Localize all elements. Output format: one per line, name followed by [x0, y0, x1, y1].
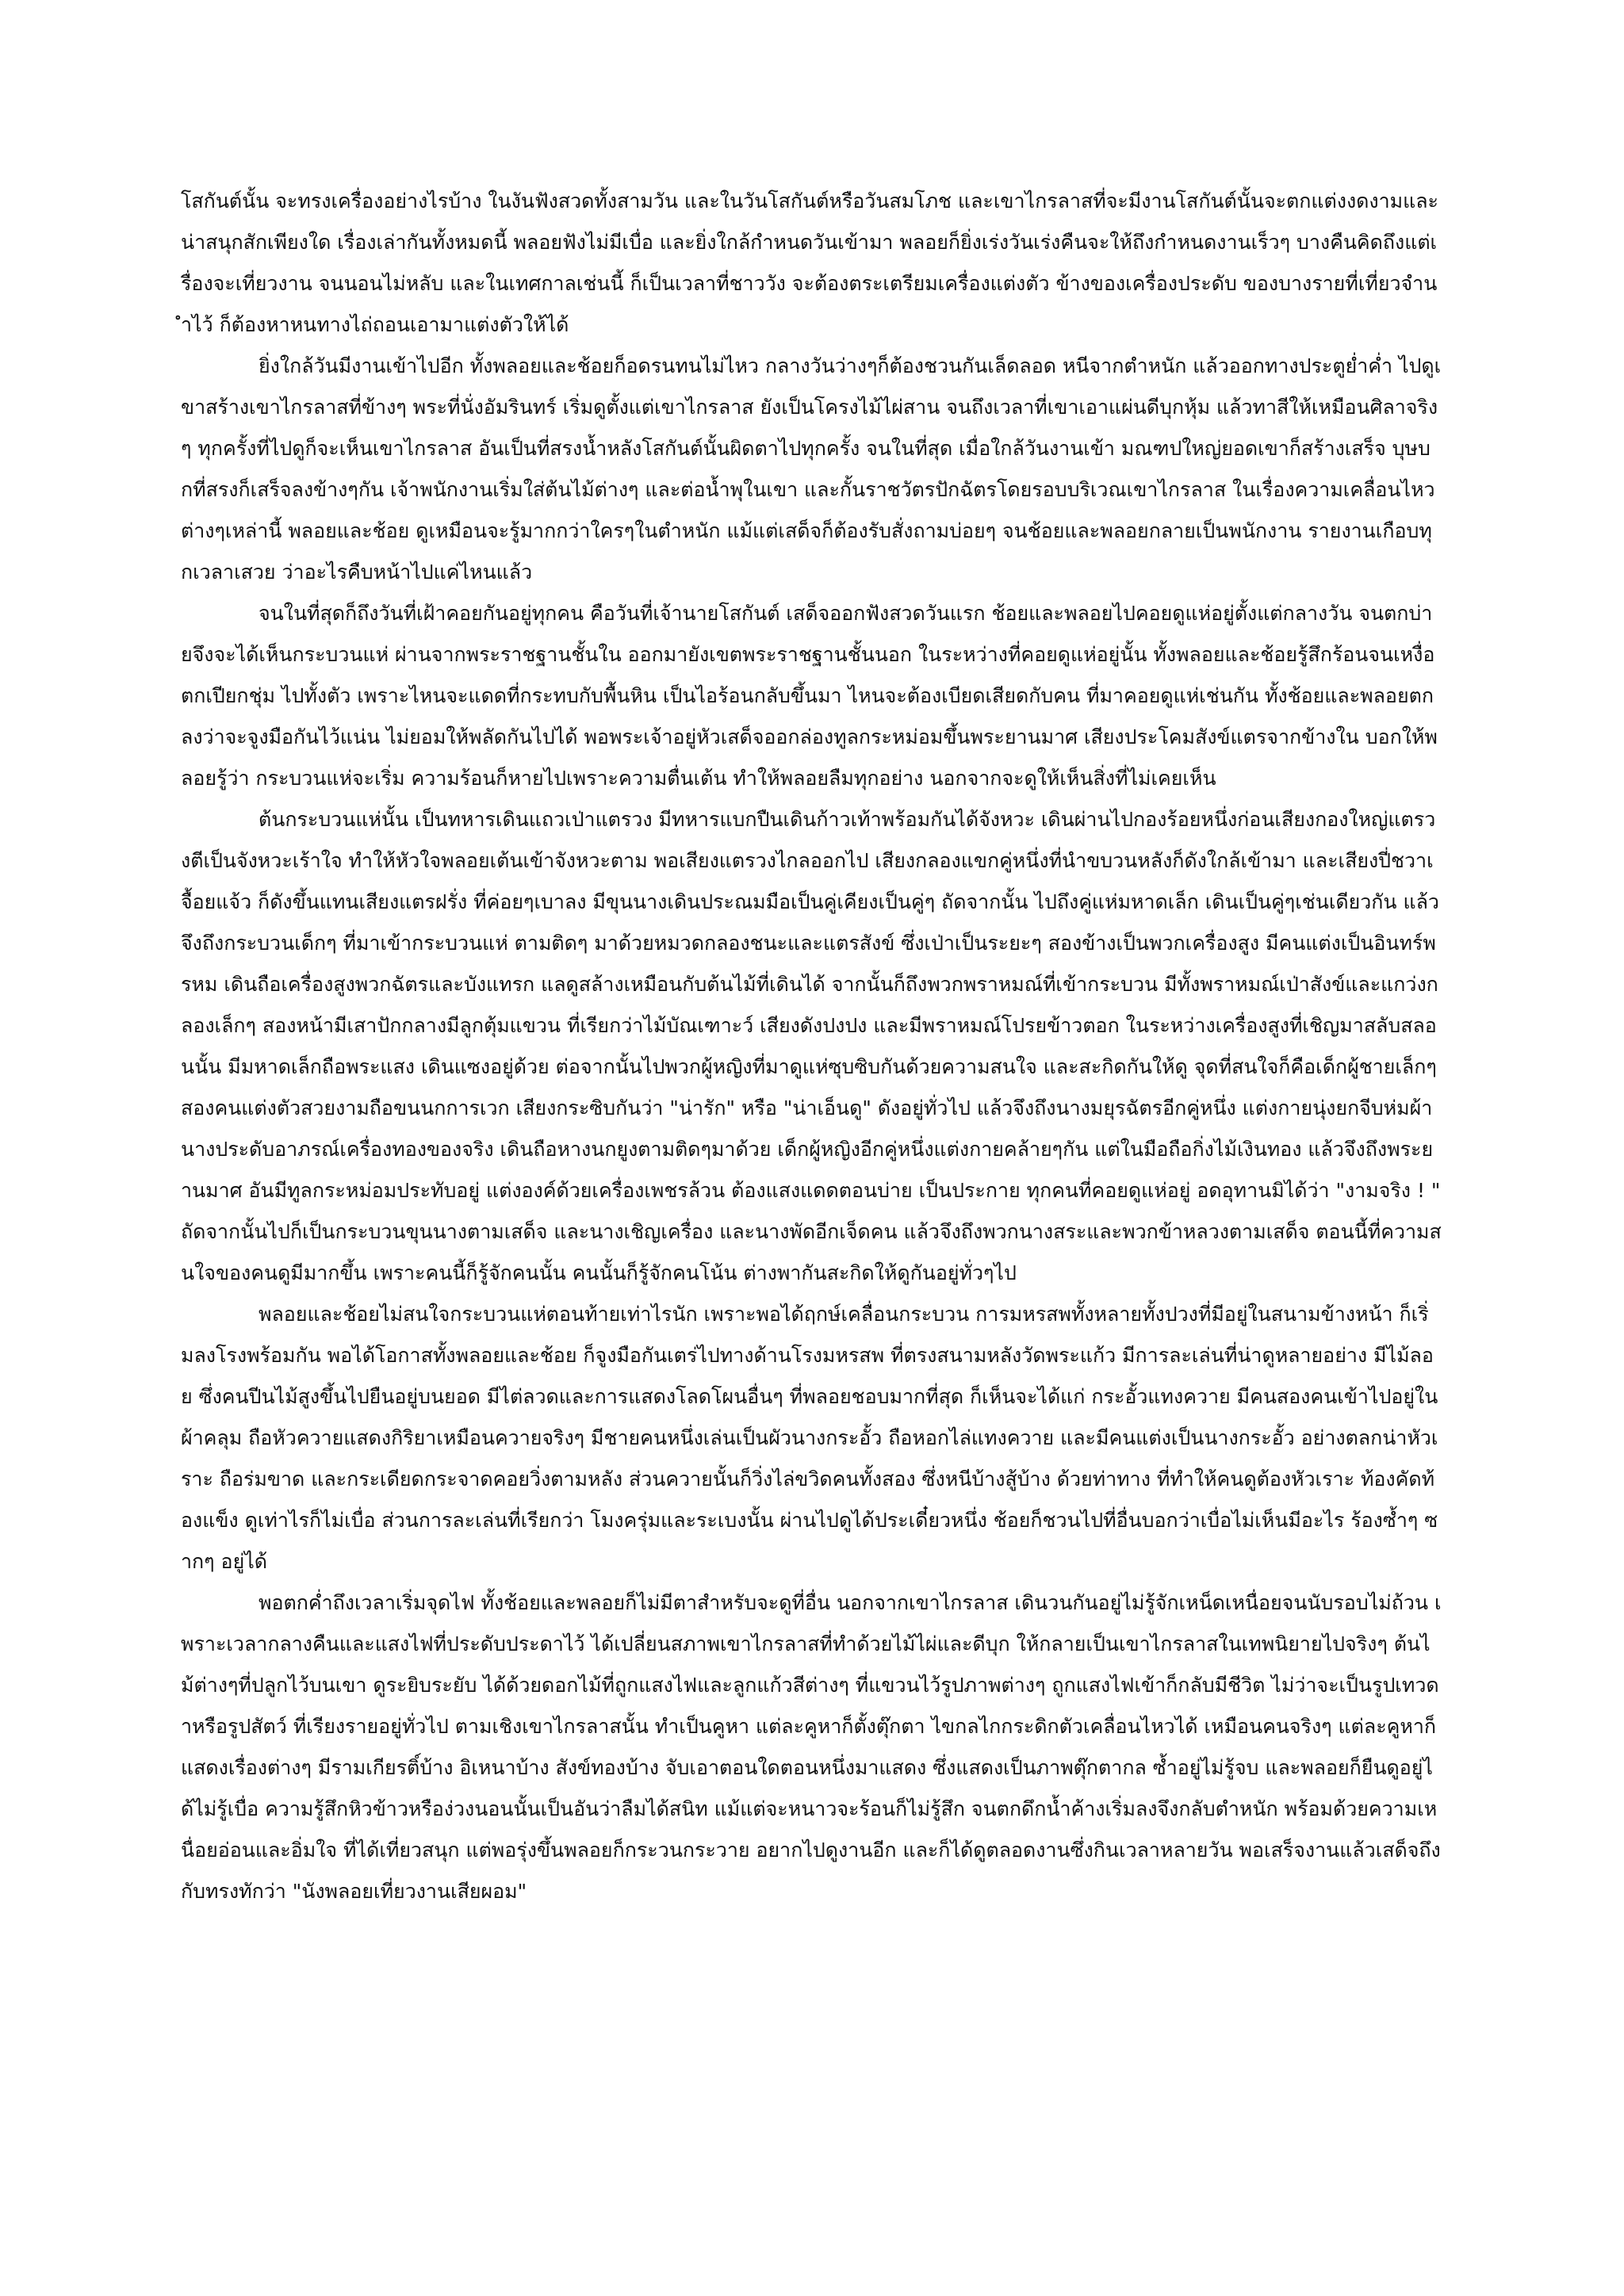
body-text: [181, 181, 1442, 1912]
paragraph-2: ยิ่งใกล้วันมีงานเข้าไปอีก ทั้งพลอยและช้อยก็อดรนทนไม่ไหว กลางวันว่างๆก็ต้องชวนกันเล็ดลอด หนีจากตำหนัก แล้วออกทางประตูย่ำค่ำ ไปดูเขาสร้างเขาไกรลาสที่ข้างๆ พระที่นั่งอัมรินทร์ เริ่มดูตั้งแต่เขาไกรลาส ยังเป็นโครงไม้ไผ่สาน จนถึงเวลาที่เขาเอาแผ่นดีบุกหุ้ม แล้วทาสีให้เหมือนศิลาจริงๆ ทุกครั้งที่ไปดูก็จะเห็นเขาไกรลาส อันเป็นที่สรงน้ำหลังโสกันต์นั้นผิดตาไปทุกครั้ง จนในที่สุด เมื่อใกล้วันงานเข้า มณฑปใหญ่ยอดเขาก็สร้างเสร็จ บุษบกที่สรงก็เสร็จลงข้างๆกัน เจ้าพนักงานเริ่มใส่ต้นไม้ต่างๆ และต่อน้ำพุในเขา และกั้นราชวัตรปักฉัตรโดยรอบบริเวณเขาไกรลาส ในเรื่องความเคลื่อนไหวต่างๆเหล่านี้ พลอยและช้อย ดูเหมือนจะรู้มากกว่าใครๆในตำหนัก แม้แต่เสด็จก็ต้องรับสั่งถามบ่อยๆ จนช้อยและพลอยกลายเป็นพนักงาน รายงานเกือบทุกเวลาเสวย ว่าอะไรคืบหน้าไปแค่ไหนแล้ว: [181, 354, 1442, 584]
paragraph-5: พลอยและช้อยไม่สนใจกระบวนแห่ตอนท้ายเท่าไรนัก เพราะพอได้ฤกษ์เคลื่อนกระบวน การมหรสพทั้งหลายทั้งปวงที่มีอยู่ในสนามข้างหน้า ก็เริ่มลงโรงพร้อมกัน พอได้โอกาสทั้งพลอยและช้อย ก็จูงมือกันเตร่ไปทางด้านโรงมหรสพ ที่ตรงสนามหลังวัดพระแก้ว มีการละเล่นที่น่าดูหลายอย่าง มีไม้ลอย ซึ่งคนปีนไม้สูงขึ้นไปยืนอยู่บนยอด มีไต่ลวดและการแสดงโลดโผนอื่นๆ ที่พลอยชอบมากที่สุด ก็เห็นจะได้แก่ กระอั้วแทงควาย มีคนสองคนเข้าไปอยู่ในผ้าคลุม ถือหัวควายแสดงกิริยาเหมือนควายจริงๆ มีชายคนหนึ่งเล่นเป็นผัวนางกระอั้ว ถือหอกไล่แทงควาย และมีคนแต่งเป็นนางกระอั้ว อย่างตลกน่าหัวเราะ ถือร่มขาด และกระเดียดกระจาดคอยวิ่งตามหลัง ส่วนควายนั้นก็วิ่งไล่ขวิดคนทั้งสอง ซึ่งหนีบ้างสู้บ้าง ด้วยท่าทาง ที่ทำให้คนดูต้องหัวเราะ ท้องคัดท้องแข็ง ดูเท่าไรก็ไม่เบื่อ ส่วนการละเล่นที่เรียกว่า โมงครุ่มและระเบงนั้น ผ่านไปดูได้ประเดี๋ยวหนึ่ง ช้อยก็ชวนไปที่อื่นบอกว่าเบื่อไม่เห็นมีอะไร ร้องซ้ำๆ ซากๆ อยู่ได้: [181, 1303, 1438, 1573]
paragraph-4: ต้นกระบวนแห่นั้น เป็นทหารเดินแถวเป่าแตรวง มีทหารแบกปืนเดินก้าวเท้าพร้อมกันได้จังหวะ เดินผ่านไปกองร้อยหนึ่งก่อนเสียงกองใหญ่แตรวงตีเป็นจังหวะเร้าใจ ทำให้หัวใจพลอยเต้นเข้าจังหวะตาม พอเสียงแตรวงไกลออกไป เสียงกลองแขกคู่หนึ่งที่นำขบวนหลังก็ดังใกล้เข้ามา และเสียงปี่ชวาเจื้อยแจ้ว ก็ดังขึ้นแทนเสียงแตรฝรั่ง ที่ค่อยๆเบาลง มีขุนนางเดินประณมมือเป็นคู่เคียงเป็นคู่ๆ ถัดจากนั้น ไปถึงคู่แห่มหาดเล็ก เดินเป็นคู่ๆเช่นเดียวกัน แล้วจึงถึงกระบวนเด็กๆ ที่มาเข้ากระบวนแห่ ตามติดๆ มาด้วยหมวดกลองชนะและแตรสังข์ ซึ่งเป่าเป็นระยะๆ สองข้างเป็นพวกเครื่องสูง มีคนแต่งเป็นอินทร์พรหม เดินถือเครื่องสูงพวกฉัตรและบังแทรก แลดูสล้างเหมือนกับต้นไม้ที่เดินได้ จากนั้นก็ถึงพวกพราหมณ์ที่เข้ากระบวน มีทั้งพราหมณ์เป่าสังข์และแกว่งกลองเล็กๆ สองหน้ามีเสาปักกลางมีลูกตุ้มแขวน ที่เรียกว่าไม้บัณเฑาะว์ เสียงดังปงปง และมีพราหมณ์โปรยข้าวตอก ในระหว่างเครื่องสูงที่เชิญมาสลับสลอนนั้น มีมหาดเล็กถือพระแสง เดินแซงอยู่ด้วย ต่อจากนั้นไปพวกผู้หญิงที่มาดูแห่ซุบซิบกันด้วยความสนใจ และสะกิดกันให้ดู จุดที่สนใจก็คือเด็กผู้ชายเล็กๆ สองคนแต่งตัวสวยงามถือขนนกการเวก เสียงกระซิบกันว่า "น่ารัก" หรือ "น่าเอ็นดู" ดังอยู่ทั่วไป แล้วจึงถึงนางมยุรฉัตรอีกคู่หนึ่ง แต่งกายนุ่งยกจีบห่มผ้านางประดับอาภรณ์เครื่องทองของจริง เดินถือหางนกยูงตามติดๆมาด้วย เด็กผู้หญิงอีกคู่หนึ่งแต่งกายคล้ายๆกัน แต่ในมือถือกิ่งไม้เงินทอง แล้วจึงถึงพระยานมาศ อันมีทูลกระหม่อมประทับอยู่ แต่งองค์ด้วยเครื่องเพชรล้วน ต้องแสงแดดตอนบ่าย เป็นประกาย ทุกคนที่คอยดูแห่อยู่ อดอุทานมิได้ว่า "งามจริง ! " ถัดจากนั้นไปก็เป็นกระบวนขุนนางตามเสด็จ และนางเชิญเครื่อง และนางพัดอีกเจ็ดคน แล้วจึงถึงพวกนางสระและพวกข้าหลวงตามเสด็จ ตอนนี้ที่ความสนใจของคนดูมีมากขึ้น เพราะคนนี้ก็รู้จักคนนั้น คนนั้นก็รู้จักคนโน้น ต่างพากันสะกิดให้ดูกันอยู่ทั่วๆไป: [181, 808, 1442, 1284]
paragraph-6: พอตกค่ำถึงเวลาเริ่มจุดไฟ ทั้งช้อยและพลอยก็ไม่มีตาสำหรับจะดูที่อื่น นอกจากเขาไกรลาส เดินวนกันอยู่ไม่รู้จักเหน็ดเหนื่อยจนนับรอบไม่ถ้วน เพราะเวลากลางคืนและแสงไฟที่ประดับประดาไว้ ได้เปลี่ยนสภาพเขาไกรลาสที่ทำด้วยไม้ไผ่และดีบุก ให้กลายเป็นเขาไกรลาสในเทพนิยายไปจริงๆ ต้นไม้ต่างๆที่ปลูกไว้บนเขา ดูระยิบระยับ ได้ด้วยดอกไม้ที่ถูกแสงไฟและลูกแก้วสีต่างๆ ที่แขวนไว้รูปภาพต่างๆ ถูกแสงไฟเข้าก็กลับมีชีวิต ไม่ว่าจะเป็นรูปเทวดาหรือรูปสัตว์ ที่เรียงรายอยู่ทั่วไป ตามเชิงเขาไกรลาสนั้น ทำเป็นคูหา แต่ละคูหาก็ตั้งตุ๊กตา ไขกลไกกระดิกตัวเคลื่อนไหวได้ เหมือนคนจริงๆ แต่ละคูหาก็แสดงเรื่องต่างๆ มีรามเกียรติ์บ้าง อิเหนาบ้าง สังข์ทองบ้าง จับเอาตอนใดตอนหนึ่งมาแสดง ซึ่งแสดงเป็นภาพตุ๊กตากล ซ้ำอยู่ไม่รู้จบ และพลอยก็ยืนดูอยู่ได้ไม่รู้เบื่อ ความรู้สึกหิวข้าวหรือง่วงนอนนั้นเป็นอันว่าลืมได้สนิท แม้แต่จะหนาวจะร้อนก็ไม่รู้สึก จนตกดึกน้ำค้างเริ่มลงจึงกลับตำหนัก พร้อมด้วยความเหนื่อยอ่อนและอิ่มใจ ที่ได้เที่ยวสนุก แต่พอรุ่งขึ้นพลอยก็กระวนกระวาย อยากไปดูงานอีก และก็ได้ดูตลอดงานซึ่งกินเวลาหลายวัน พอเสร็จงานแล้วเสด็จถึงกับทรงทักว่า "นังพลอยเที่ยวงานเสียผอม": [181, 1591, 1442, 1903]
paragraph-3: จนในที่สุดก็ถึงวันที่เฝ้าคอยกันอยู่ทุกคน คือวันที่เจ้านายโสกันต์ เสด็จออกฟังสวดวันแรก ช้อยและพลอยไปคอยดูแห่อยู่ตั้งแต่กลางวัน จนตกบ่ายจึงจะได้เห็นกระบวนแห่ ผ่านจากพระราชฐานชั้นใน ออกมายังเขตพระราชฐานชั้นนอก ในระหว่างที่คอยดูแห่อยู่นั้น ทั้งพลอยและช้อยรู้สึกร้อนจนเหงื่อตกเปียกชุ่ม ไปทั้งตัว เพราะไหนจะแดดที่กระทบกับพื้นหิน เป็นไอร้อนกลับขึ้นมา ไหนจะต้องเบียดเสียดกับคน ที่มาคอยดูแห่เช่นกัน ทั้งช้อยและพลอยตกลงว่าจะจูงมือกันไว้แน่น ไม่ยอมให้พลัดกันไปได้ พอพระเจ้าอยู่หัวเสด็จออกล่องทูลกระหม่อมขึ้นพระยานมาศ เสียงประโคมสังข์แตรจากข้างใน บอกให้พลอยรู้ว่า กระบวนแห่จะเริ่ม ความร้อนก็หายไปเพราะความตื่นเต้น ทำให้พลอยลืมทุกอย่าง นอกจากจะดูให้เห็นสิ่งที่ไม่เคยเห็น: [181, 602, 1438, 790]
paragraph-1: โสกันต์นั้น จะทรงเครื่องอย่างไรบ้าง ในงันฟังสวดทั้งสามวัน และในวันโสกันต์หรือวันสมโภช และเขาไกรลาสที่จะมีงานโสกันต์นั้นจะตกแต่งงดงามและน่าสนุกสักเพียงใด เรื่องเล่ากันทั้งหมดนี้ พลอยฟังไม่มีเบื่อ และยิ่งใกล้กำหนดวันเข้ามา พลอยก็ยิ่งเร่งวันเร่งคืนจะให้ถึงกำหนดงานเร็วๆ บางคืนคิดถึงแต่เรื่องจะเที่ยวงาน จนนอนไม่หลับ และในเทศกาลเช่นนี้ ก็เป็นเวลาที่ชาววัง จะต้องตระเตรียมเครื่องแต่งตัว ข้างของเครื่องประดับ ของบางรายที่เที่ยวจำนำไว้ ก็ต้องหาหนทางไถ่ถอนเอามาแต่งตัวให้ได้: [181, 189, 1438, 336]
